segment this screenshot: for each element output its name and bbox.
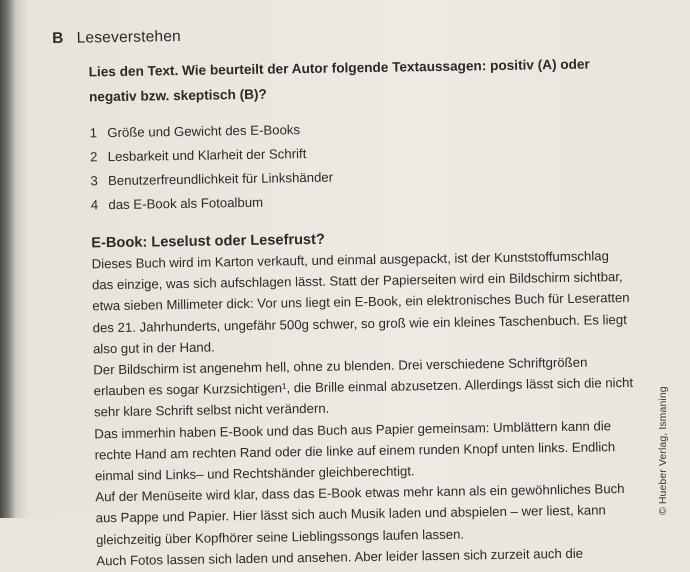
item-text: Lesbarkeit und Klarheit der Schrift — [107, 146, 307, 165]
item-number: 2 — [89, 149, 98, 165]
item-number: 1 — [89, 125, 98, 141]
statement-list — [89, 113, 634, 218]
section-title: Leseverstehen — [76, 27, 182, 47]
item-number: 4 — [90, 197, 99, 213]
item-number: 3 — [90, 173, 98, 189]
article-title: E-Book: Leselust oder Lesefrust? — [91, 231, 326, 252]
task-instruction: Lies den Text. Wie beurteilt der Autor folgende Textaussagen: positiv (A) oder negativ bzw. skeptisch (B)? — [88, 56, 590, 105]
article-paragraph: Der Bildschirm ist angenehm hell, ohne zu blenden. Drei verschiedene Schriftgrößen erlauben es sogar Kurzsichtigen¹, die Brille einmal abzusetzen. Allerdings lässt sich die nicht sehr klare Schrift selbst nicht verändern. — [93, 354, 634, 420]
section-letter: B — [52, 29, 64, 47]
article-paragraph: Das immerhin haben E-Book und das Buch aus Papier gemeinsam: Umblättern kann die rechte Hand am rechten Rand oder die linke auf einem runden Knopf unten links. Endlich einmal sind Links– und Rechtshänder gleichberechtigt. — [94, 417, 616, 484]
page-content — [52, 21, 640, 572]
article-body — [92, 245, 637, 571]
item-text: das E-Book als Fotoalbum — [108, 194, 264, 213]
article-paragraph: Auch Fotos lassen sich laden und ansehen. Aber leider lassen sich zurzeit auch die — [96, 545, 584, 569]
article-paragraph: Dieses Buch wird im Karton verkauft, und einmal ausgepackt, ist der Kunststoffumschlag das einzige, was sich aufschlagen lässt. Statt der Papierseiten wird ein Bildschirm sichtbar, etwa sieben Millimeter dick: Vor uns liegt ein E-Book, ein elektronisches Buch für Leseratten des 21. Jahrhunderts, ungefähr 500g schwer, so groß wie ein kleines Taschenbuch. Es liegt also gut in der Hand. — [91, 248, 630, 357]
section-heading — [52, 21, 632, 48]
publisher-credit: © Hueber Verlag, Ismaning — [657, 386, 669, 515]
item-text: Größe und Gewicht des E-Books — [107, 122, 301, 141]
article-paragraph: Auf der Menüseite wird klar, dass das E-Book etwas mehr kann als ein gewöhnliches Buch aus Pappe und Papier. Hier lässt sich auch Musik laden und abspielen – wer liest, kann gleichzeitig über Kopfhörer seine Lieblingssongs laufen lassen. — [95, 481, 625, 548]
item-text: Benutzerfreundlichkeit für Linkshänder — [107, 169, 334, 189]
